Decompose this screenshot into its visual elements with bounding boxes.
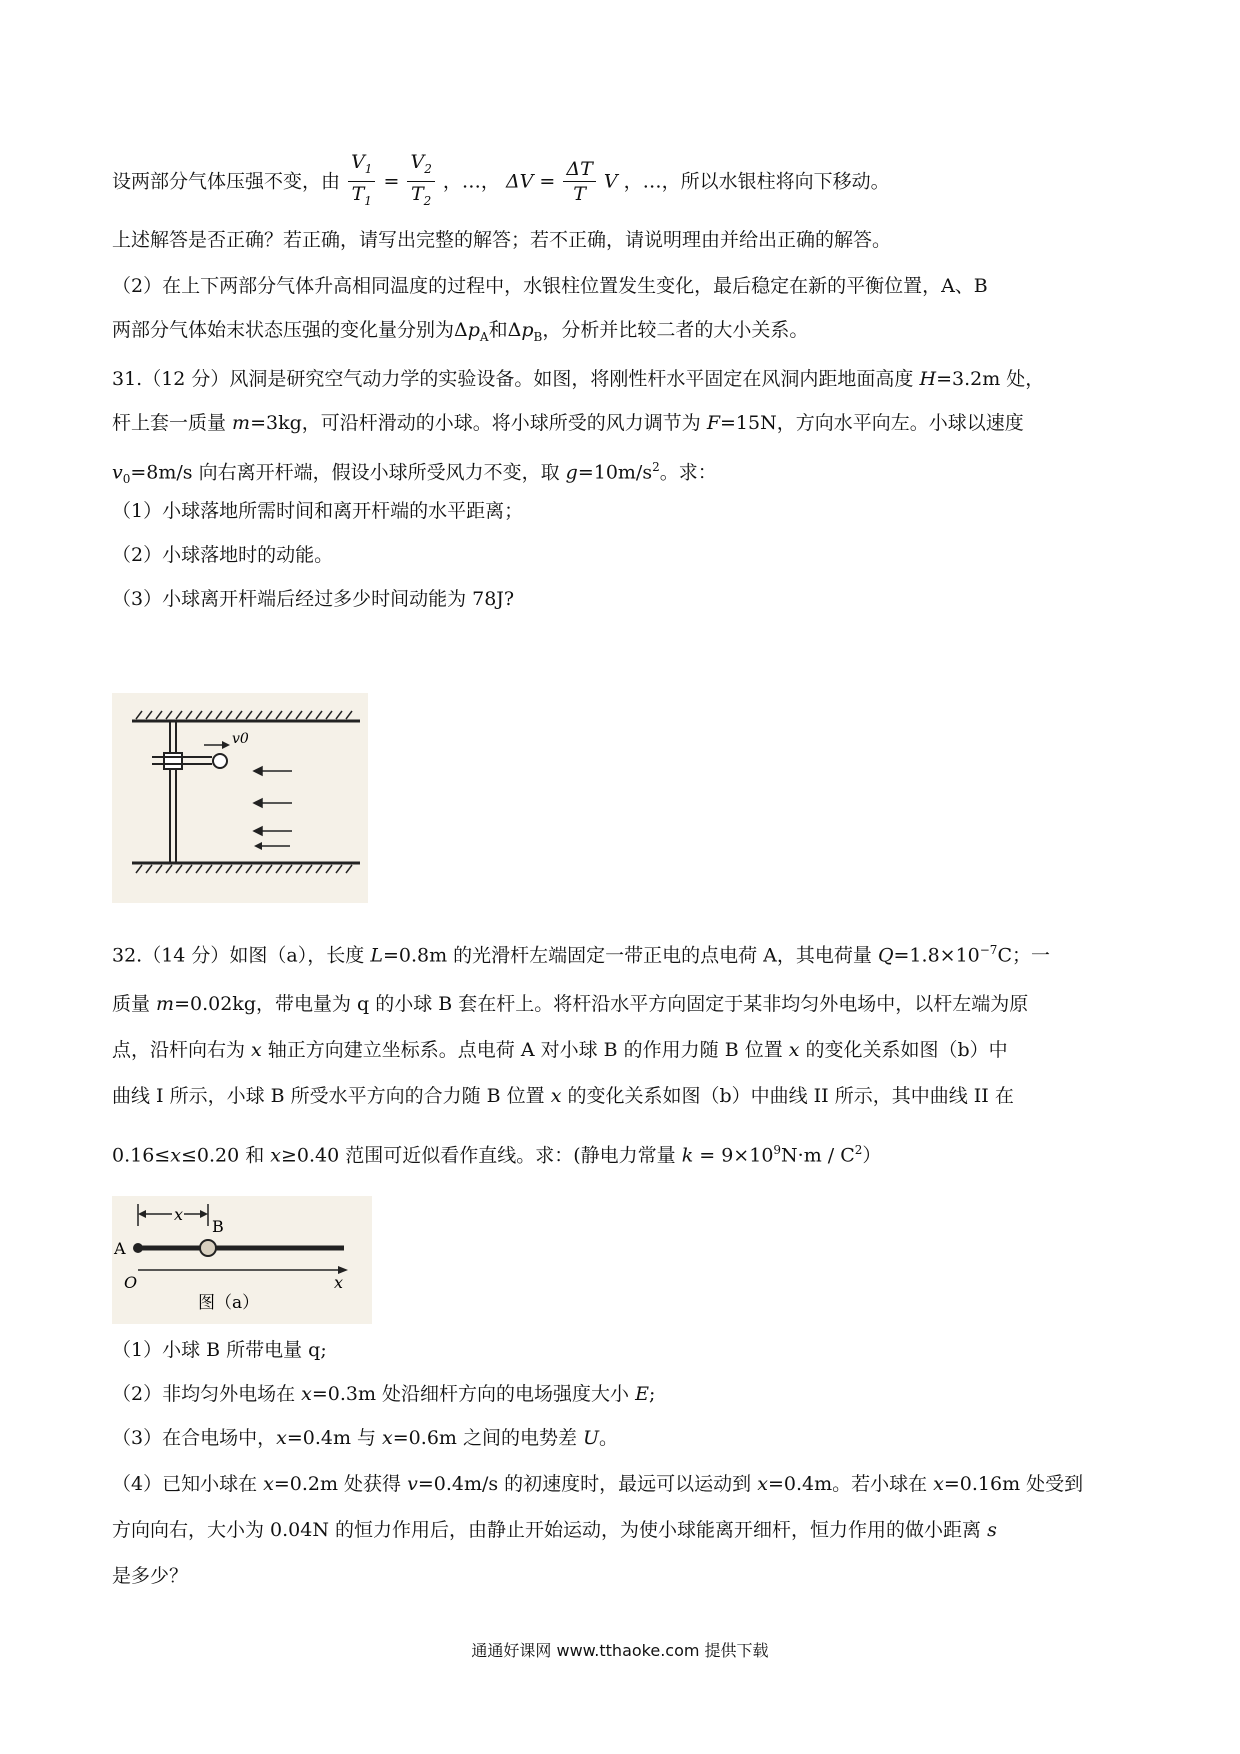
q31-part2: （2）小球落地时的动能。 — [112, 544, 334, 566]
q31-part3: （3）小球离开杆端后经过多少时间动能为 78J? — [112, 588, 515, 610]
q31-line2: 杆上套一质量 m=3kg，可沿杆滑动的小球。将小球所受的风力调节为 F=15N，方向水平向左。小球以速度 — [112, 412, 1024, 434]
ball-b-icon — [200, 1240, 216, 1256]
label-a: A — [114, 1239, 126, 1258]
q32-line4: 曲线 I 所示，小球 B 所受水平方向的合力随 B 位置 x 的变化关系如图（b）中曲线 II 所示，其中曲线 II 在 — [112, 1085, 1014, 1107]
q30-part2-line2: 两部分气体始末状态压强的变化量分别为$\Delta p_A$和$\Delta p_B$，分析并比较二者的大小关系。 — [112, 319, 809, 344]
q32-part1: （1）小球 B 所带电量 q; — [112, 1339, 327, 1361]
q30-instruction: 上述解答是否正确？若正确，请写出完整的解答；若不正确，请说明理由并给出正确的解答。 — [112, 229, 892, 251]
page-footer: 通通好课网 www.tthaoke.com 提供下载 — [471, 1641, 769, 1660]
q32-line1: 32.（14 分）如图（a），长度 L=0.8m 的光滑杆左端固定一带正电的点电荷 A，其电荷量 $Q=1.8\times 10^{-7}C$；一 — [112, 943, 1050, 967]
charge-a-icon — [133, 1243, 143, 1253]
v0-label: v0 — [232, 731, 249, 747]
label-o: O — [124, 1273, 138, 1292]
q32-part4-line3: 是多少？ — [112, 1565, 189, 1587]
q32-line2: 质量 m=0.02kg，带电量为 q 的小球 B 套在杆上。将杆沿水平方向固定于某非均匀外电场中，以杆左端为原 — [112, 993, 1029, 1015]
text: 设两部分气体压强不变，由 — [112, 170, 341, 193]
q31-line1: 31.（12 分）风洞是研究空气动力学的实验设备。如图，将刚性杆水平固定在风洞内距地面高度 H=3.2m 处， — [112, 368, 1045, 390]
q32-line3: 点，沿杆向右为 x 轴正方向建立坐标系。点电荷 A 对小球 B 的作用力随 B 位置 x 的变化关系如图（b）中 — [112, 1039, 1008, 1061]
rod-figure-a — [112, 1196, 372, 1324]
q32-part4-line2: 方向向右，大小为 0.04N 的恒力作用后，由静止开始运动，为使小球能离开细杆，恒力作用的做小距离 s — [112, 1519, 997, 1541]
dim-x-label: x — [174, 1205, 184, 1224]
q31-part1: （1）小球落地所需时间和离开杆端的水平距离； — [112, 500, 524, 522]
q32-part2: （2）非均匀外电场在 x=0.3m 处沿细杆方向的电场强度大小 E; — [112, 1383, 656, 1405]
wind-tunnel-figure — [112, 693, 368, 903]
q32-part3: （3）在合电场中，x=0.4m 与 x=0.6m 之间的电势差 U。 — [112, 1427, 619, 1449]
ball-icon — [213, 754, 227, 768]
fraction-v1-t1: $\frac{V_1}{T_1}$ — [348, 150, 375, 213]
fraction-v2-t2: $\frac{V_2}{T_2}$ — [407, 150, 434, 213]
q32-line5: 0.16≤x≤0.20 和 x≥0.40 范围可近似看作直线。求：(静电力常量 $k = 9\times 10^9N\cdot m / C^2$） — [112, 1143, 882, 1167]
figure-caption: 图（a） — [198, 1293, 260, 1313]
q30-solution-line: 设两部分气体压强不变，由 $\frac{V_1}{T_1}$ = $\frac{V_2}{T_2}$ ，…， ΔV = $\frac{\Delta T}{T}$ V ，…，所以水银柱将向下移动。 — [112, 150, 890, 213]
q31-line3: $v_0=8m/s$ 向右离开杆端，假设小球所受风力不变，取 $g=10m/s^2$。求： — [112, 460, 717, 487]
label-x: x — [334, 1273, 344, 1292]
q32-part4-line1: （4）已知小球在 x=0.2m 处获得 v=0.4m/s 的初速度时，最远可以运动到 x=0.4m。若小球在 x=0.16m 处受到 — [112, 1473, 1084, 1495]
fraction-dt-t: $\frac{\Delta T}{T}$ — [563, 157, 595, 206]
q30-part2-line1: （2）在上下两部分气体升高相同温度的过程中，水银柱位置发生变化，最后稳定在新的平衡位置，A、B — [112, 275, 988, 297]
label-b: B — [212, 1217, 224, 1236]
